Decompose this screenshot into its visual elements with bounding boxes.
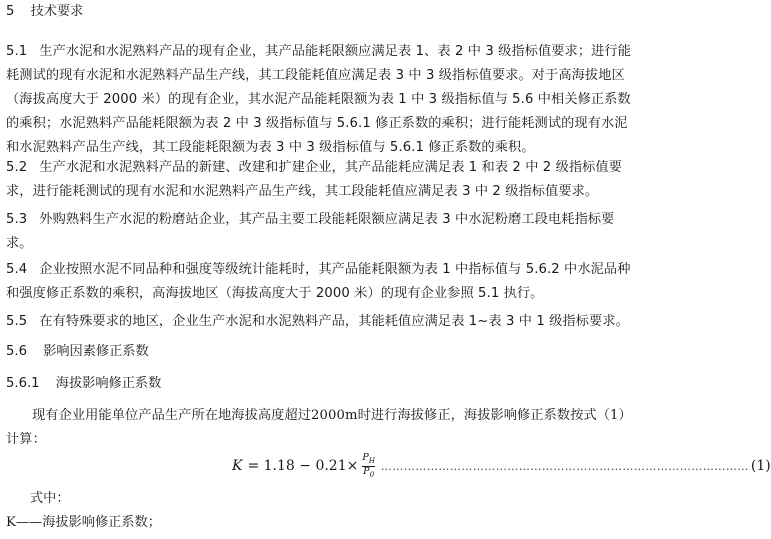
formula-intro-paragraph: 现有企业用能单位产品生产所在地海拔高度超过2000m时进行海拔修正，海拔影响修正系数按式（1）计算： (6, 408, 632, 447)
clause-text: 在有特殊要求的地区，企业生产水泥和水泥熟料产品，其能耗值应满足表 1~表 3 中 1 级指标要求。 (39, 314, 629, 329)
denominator-symbol: P (363, 465, 370, 477)
clause-number: 5.1 (6, 44, 28, 59)
fraction-numerator (362, 453, 375, 466)
sub-sub-section-heading (6, 372, 161, 396)
variable-definition: K——海拔影响修正系数； (6, 515, 161, 530)
clause-5-4 (6, 258, 636, 306)
clause-text: 生产水泥和水泥熟料产品的现有企业，其产品能耗限额应满足表 1、表 2 中 3 级指标值要求；进行能耗测试的现有水泥和水泥熟料产品生产线，其工段能耗值应满足表 3 中 3 级指标值要求。对于高海拔地区（海拔高度大于 2000 米）的现有企业，其水泥产品能耗限额为表 1 中 3 级指标值与 5.6 中相关修正系数的乘积；水泥熟料产品能耗限额为表 2 中 3 级指标值与 5.6.1 修正系数的乘积；进行能耗测试的现有水泥和水泥熟料产品生产线，其工段能耗限额为表 3 中 3 级指标值与 5.6.1 修正系数的乘积。 (6, 44, 631, 155)
section-title: 技术要求 (30, 4, 84, 19)
formula-lhs: K (232, 458, 243, 474)
formula-equation-number: (1) (750, 458, 771, 474)
sub-sub-section-title: 海拔影响修正系数 (55, 376, 162, 391)
clause-5-5 (6, 310, 636, 334)
sub-sub-section-number: 5.6.1 (6, 376, 40, 391)
clause-5-1 (6, 40, 636, 160)
fraction-denominator (363, 467, 374, 480)
formula-1 (232, 451, 771, 480)
clause-text: 外购熟料生产水泥的粉磨站企业，其产品主要工段能耗限额应满足表 3 中水泥粉磨工段电耗指标要求。 (6, 212, 615, 251)
formula-rhs: = 1.18 − 0.21× (247, 458, 359, 474)
denominator-subscript: 0 (369, 470, 375, 479)
section-number: 5 (6, 4, 15, 19)
sub-section-number: 5.6 (6, 344, 27, 359)
clause-5-2 (6, 156, 636, 204)
numerator-subscript: H (368, 456, 375, 465)
clause-number: 5.2 (6, 160, 28, 175)
sub-section-title: 影响因素修正系数 (43, 344, 149, 359)
section-heading (6, 0, 83, 24)
clause-text: 生产水泥和水泥熟料产品的新建、改建和扩建企业，其产品能耗应满足表 1 和表 2 中 2 级指标值要求，进行能耗测试的现有水泥和水泥熟料产品生产线，其工段能耗值应满足表 3 中 2 级指标值要求。 (6, 160, 622, 199)
formula-leader-dots: …………………………………………………………………………………… (380, 459, 749, 473)
clause-number: 5.5 (6, 314, 28, 329)
clause-5-3 (6, 208, 636, 256)
clause-number: 5.3 (6, 212, 28, 227)
numerator-symbol: P (362, 451, 369, 463)
formula-fraction (362, 453, 375, 480)
where-label: 式中： (30, 491, 70, 506)
clause-text: 企业按照水泥不同品种和强度等级统计能耗时，其产品能耗限额为表 1 中指标值与 5.6.2 中水泥品种和强度修正系数的乘积，高海拔地区（海拔高度大于 2000 米）的现有企业参照 5.1 执行。 (6, 262, 631, 301)
sub-section-heading (6, 340, 149, 364)
clause-number: 5.4 (6, 262, 28, 277)
